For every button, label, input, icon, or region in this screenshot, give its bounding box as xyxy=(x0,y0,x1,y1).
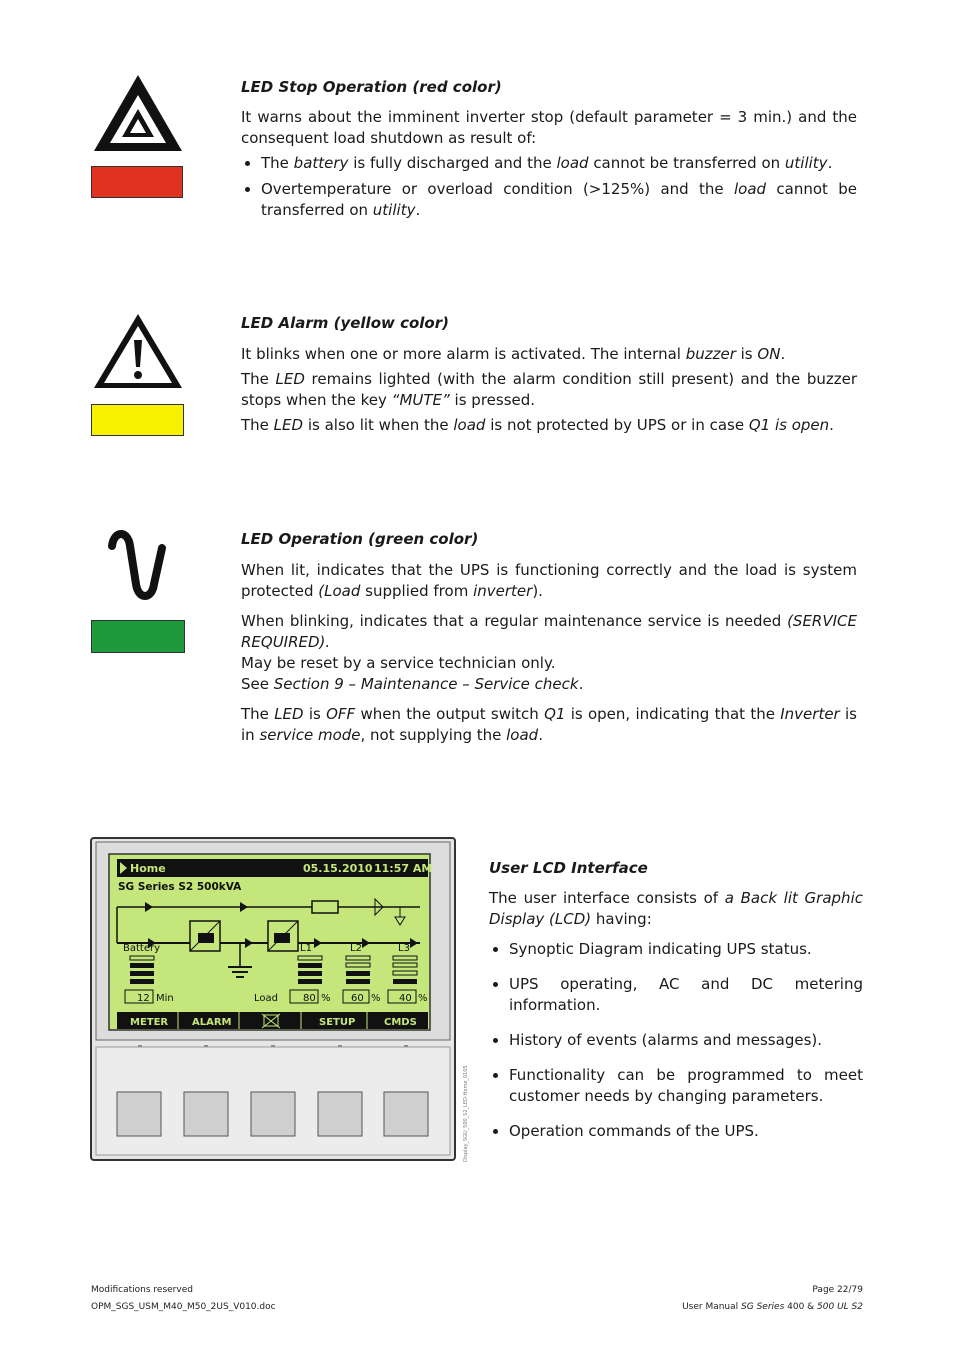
lcd-model: SG Series S2 500kVA xyxy=(118,881,242,893)
section-body-lcd xyxy=(489,888,863,1156)
alarm-exclamation-icon xyxy=(92,312,184,390)
list-item: • Functionality can be programmed to meet customer needs by changing parameters. xyxy=(509,1065,863,1107)
lcd-battery-value: 12 xyxy=(137,993,150,1004)
list-item: • UPS operating, AC and DC metering information. xyxy=(509,974,863,1016)
stop-conditions-list xyxy=(241,153,857,221)
footer-document-id: OPM_SGS_USM_M40_M50_2US_V010.doc xyxy=(91,1302,276,1312)
softkey-label: CMDS xyxy=(384,1017,417,1028)
lcd-time: 11:57 AM xyxy=(374,862,433,875)
lcd-date: 05.15.2010 xyxy=(303,862,373,875)
svg-text:Display_SGU_500_S2_LED-Home_01: Display_SGU_500_S2_LED-Home_0105 xyxy=(463,1065,469,1162)
lcd-phase-label: L1 xyxy=(300,943,312,954)
list-item: • Synoptic Diagram indicating UPS status. xyxy=(509,939,863,960)
alarm-paragraph-2: The LED remains lighted (with the alarm condition still present) and the buzzer stops when the key “MUTE” is pressed. xyxy=(241,370,857,409)
footer-page-number: Page 22/79 xyxy=(812,1285,863,1295)
stop-operation-warning-icon xyxy=(92,73,184,153)
sine-wave-icon xyxy=(104,528,172,604)
softkey-label: METER xyxy=(130,1017,169,1028)
footer-manual-title: User Manual SG Series 400 & 500 UL S2 xyxy=(682,1302,863,1312)
lcd-title: Home xyxy=(130,862,166,875)
section-body-operation xyxy=(241,560,857,750)
section-heading-operation: LED Operation (green color) xyxy=(241,530,479,548)
alarm-paragraph-1: It blinks when one or more alarm is activated. The internal buzzer is ON. xyxy=(241,345,786,363)
lcd-features-list xyxy=(489,939,863,1142)
yellow-led-indicator xyxy=(91,404,184,436)
lcd-panel-illustration xyxy=(90,837,456,1161)
list-item: • The battery is fully discharged and the load cannot be transferred on utility. xyxy=(261,153,857,174)
lcd-phase-label: L3 xyxy=(398,943,410,954)
softkey-label: ALARM xyxy=(192,1017,232,1028)
operation-paragraph-2: When blinking, indicates that a regular maintenance service is needed (SERVICE REQUIRED). xyxy=(241,612,857,651)
lcd-phase-value: 80 xyxy=(303,993,316,1004)
operation-paragraph-3: May be reset by a service technician only. xyxy=(241,654,556,672)
green-led-indicator xyxy=(91,620,185,653)
list-item: • History of events (alarms and messages). xyxy=(509,1030,863,1051)
footer-modifications: Modifications reserved xyxy=(91,1285,193,1295)
section-body-stop xyxy=(241,107,857,226)
section-heading-alarm: LED Alarm (yellow color) xyxy=(241,314,449,332)
lcd-phase-label: L2 xyxy=(350,943,362,954)
figure-id-label xyxy=(453,1030,473,1164)
red-led-indicator xyxy=(91,166,183,198)
lcd-load-label: Load xyxy=(254,993,278,1004)
section-heading-stop: LED Stop Operation (red color) xyxy=(241,78,502,96)
operation-paragraph-1: When lit, indicates that the UPS is functioning correctly and the load is system protected (Load supplied from inverter). xyxy=(241,561,857,600)
softkey-label: SETUP xyxy=(319,1017,356,1028)
operation-paragraph-5: The LED is OFF when the output switch Q1 is open, indicating that the Inverter is in service mode, not supplying the load. xyxy=(241,705,857,744)
lcd-phase-value: 60 xyxy=(351,993,364,1004)
list-item: • Operation commands of the UPS. xyxy=(509,1121,863,1142)
lcd-battery-label: Battery xyxy=(123,943,161,954)
stop-description: It warns about the imminent inverter stop (default parameter = 3 min.) and the consequent load shutdown as result of: xyxy=(241,108,857,147)
lcd-phase-unit: % xyxy=(371,993,381,1004)
operation-paragraph-4: See Section 9 – Maintenance – Service check. xyxy=(241,675,584,693)
lcd-battery-unit: Min xyxy=(156,993,174,1004)
lcd-phase-unit: % xyxy=(321,993,331,1004)
lcd-intro: The user interface consists of a Back lit Graphic Display (LCD) having: xyxy=(489,889,863,928)
section-body-alarm xyxy=(241,344,857,440)
lcd-phase-unit: % xyxy=(418,993,428,1004)
lcd-phase-value: 40 xyxy=(399,993,412,1004)
list-item: • Overtemperature or overload condition (>125%) and the load cannot be transferred on utility. xyxy=(261,179,857,221)
section-heading-lcd: User LCD Interface xyxy=(489,859,648,877)
alarm-paragraph-3: The LED is also lit when the load is not protected by UPS or in case Q1 is open. xyxy=(241,416,834,434)
